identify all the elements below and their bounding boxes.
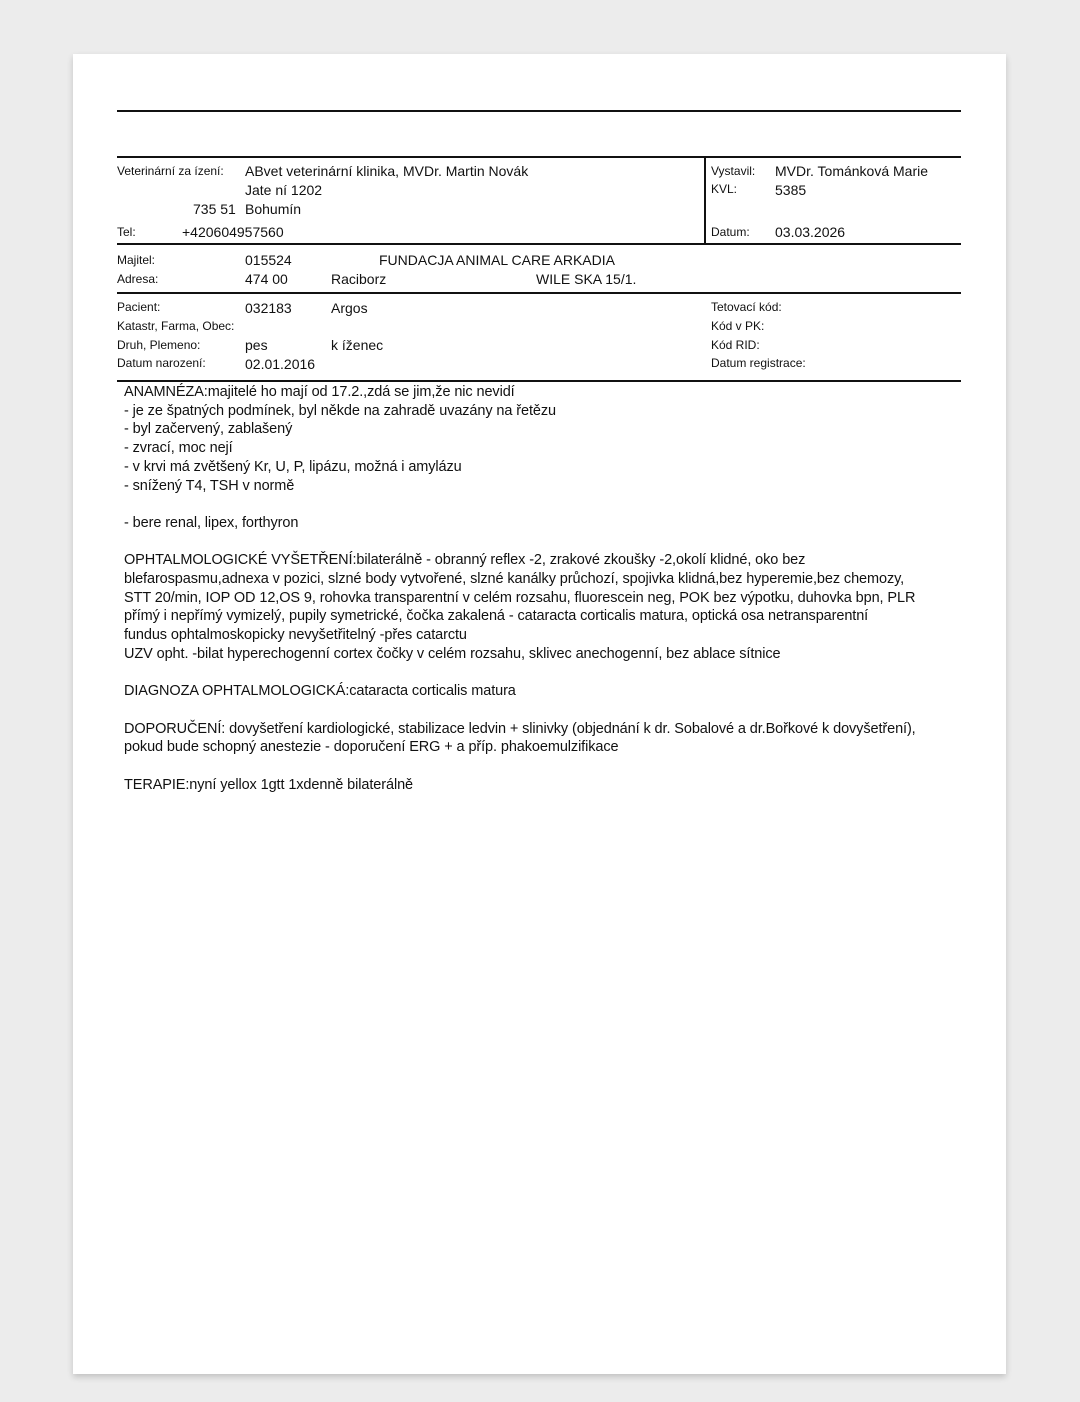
owner-bottom-rule	[117, 292, 961, 294]
birth-label: Datum narození:	[117, 356, 206, 370]
ultrasound-line: UZV opht. -bilat hyperechogenní cortex čočky v celém rozsahu, sklivec anechogenní, bez ablace sítnice	[124, 645, 781, 662]
header-divider	[704, 156, 706, 244]
pk-label: Kód v PK:	[711, 319, 765, 333]
address-zip: 474 00	[245, 271, 288, 287]
exam-line: přímý i nepřímý vymizelý, pupily symetrické, čočka zakalená - cataracta corticalis matura, optická osa netransparentní	[124, 608, 869, 625]
anamnesis-line: - v krvi má zvětšený Kr, U, P, lipázu, možná i amylázu	[124, 458, 462, 475]
recommendation-line: pokud bude schopný anestezie - doporučení ERG + a příp. phakoemulzifikace	[124, 739, 619, 756]
clinic-name: ABvet veterinární klinika, MVDr. Martin Novák	[245, 163, 529, 179]
exam-line: STT 20/min, IOP OD 12,OS 9, rohovka transparentní v celém rozsahu, fluorescein neg, POK bez výpotku, duhovka bpn, PLR	[124, 589, 916, 606]
anamnesis-line: - snížený T4, TSH v normě	[124, 477, 295, 494]
diagnosis-line: DIAGNOZA OPHTALMOLOGICKÁ:cataracta corticalis matura	[124, 683, 516, 700]
recommendation-line: DOPORUČENÍ: dovyšetření kardiologické, stabilizace ledvin + slinivky (objednání k dr. Sobalové a dr.Bořkové k dovyšetření),	[124, 720, 916, 737]
tattoo-label: Tetovací kód:	[711, 300, 782, 314]
owner-id: 015524	[245, 252, 292, 268]
address-label: Adresa:	[117, 272, 159, 286]
owner-label: Majitel:	[117, 253, 156, 267]
anamnesis-line: - je ze špatných podmínek, byl někde na zahradě uvazány na řetězu	[124, 402, 556, 419]
birth-value: 02.01.2016	[245, 356, 316, 372]
spacer	[124, 757, 984, 776]
owner-name: FUNDACJA ANIMAL CARE ARKADIA	[379, 252, 615, 268]
patient-name: Argos	[331, 300, 368, 316]
registration-label: Datum registrace:	[711, 356, 806, 370]
cadastre-label: Katastr, Farma, Obec:	[117, 319, 235, 333]
spacer	[124, 701, 984, 720]
issued-by-label: Vystavil:	[711, 164, 756, 178]
date-value: 03.03.2026	[775, 224, 846, 240]
clinic-label: Veterinární za ízení:	[117, 164, 224, 178]
medication-line: - bere renal, lipex, forthyron	[124, 514, 299, 531]
header-bottom-rule	[117, 243, 961, 245]
therapy-line: TERAPIE:nyní yellox 1gtt 1xdenně bilaterálně	[124, 776, 413, 793]
exam-line: fundus ophtalmoskopicky nevyšetřitelný -přes catarctu	[124, 627, 467, 644]
document-page	[73, 54, 1006, 1374]
patient-bottom-rule	[117, 380, 961, 382]
top-rule	[117, 110, 961, 112]
spacer	[124, 664, 984, 683]
address-city: Raciborz	[331, 271, 387, 287]
patient-id: 032183	[245, 300, 292, 316]
breed-value: k íženec	[331, 337, 384, 353]
clinical-notes	[124, 383, 984, 794]
spacer	[124, 533, 984, 552]
anamnesis-line: ANAMNÉZA:majitelé ho mají od 17.2.,zdá se jim,že nic nevidí	[124, 384, 515, 400]
address-street: WILE SKA 15/1.	[536, 271, 637, 287]
clinic-city: Bohumín	[245, 201, 302, 217]
species-value: pes	[245, 337, 268, 353]
exam-line: blefarospasmu,adnexa v pozici, slzné body vytvořené, slzné kanálky průchozí, spojivka klidná,bez hyperemie,bez chemozy,	[124, 571, 905, 587]
tel-label: Tel:	[117, 225, 136, 239]
clinic-zip: 735 51	[193, 201, 236, 217]
date-label: Datum:	[711, 225, 750, 239]
species-label: Druh, Plemeno:	[117, 338, 201, 352]
patient-label: Pacient:	[117, 300, 161, 314]
rid-label: Kód RID:	[711, 338, 760, 352]
anamnesis-line: - byl začervený, zablašený	[124, 421, 293, 438]
anamnesis-line: - zvrací, moc nejí	[124, 440, 233, 457]
header-top-rule	[117, 156, 961, 158]
kvl-value: 5385	[775, 182, 807, 198]
exam-line: OPHTALMOLOGICKÉ VYŠETŘENÍ:bilaterálně - obranný reflex -2, zrakové zkoušky -2,okolí klidné, oko bez	[124, 552, 806, 569]
spacer	[124, 495, 984, 514]
tel-value: +420604957560	[182, 224, 284, 240]
clinic-street: Jate ní 1202	[245, 182, 323, 198]
issued-by-value: MVDr. Tománková Marie	[775, 163, 929, 179]
kvl-label: KVL:	[711, 182, 738, 196]
